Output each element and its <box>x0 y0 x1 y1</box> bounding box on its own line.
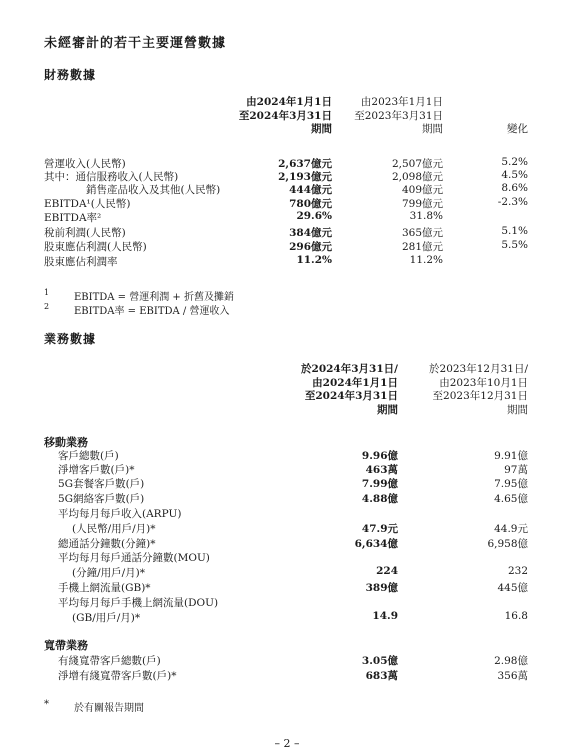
value-current: 683萬 <box>365 670 398 682</box>
table-row <box>44 521 544 535</box>
table-row <box>44 462 544 476</box>
table-row <box>44 506 544 520</box>
row-label: 手機上網流量(GB)* <box>58 582 151 594</box>
biz-col-2024-header <box>301 363 398 417</box>
value-previous: 2.98億 <box>494 655 528 667</box>
value-previous: 9.91億 <box>494 450 528 462</box>
fin-col2-line3: 期間 <box>422 123 443 135</box>
row-label: 5G套餐客戶數(戶) <box>58 478 145 490</box>
table-row <box>44 476 544 490</box>
row-label: 銷售產品收入及其他(人民幣) <box>86 184 221 196</box>
value-2024: 11.2% <box>296 254 332 266</box>
value-change: 5.2% <box>501 156 528 168</box>
table-row <box>44 491 544 505</box>
broadband-heading: 寬帶業務 <box>44 639 88 652</box>
value-change: 8.6% <box>501 182 528 194</box>
table-row <box>44 156 544 170</box>
note-mark: 2 <box>44 302 50 311</box>
row-label: (分鐘/用戶/月)* <box>72 567 146 579</box>
table-row <box>44 610 544 624</box>
value-2023: 365億元 <box>401 227 443 239</box>
table-row <box>44 169 544 183</box>
row-label: 其中：通信服務收入(人民幣) <box>44 171 179 183</box>
value-current: 9.96億 <box>361 450 398 462</box>
row-label: 客戶總數(戶) <box>58 450 119 462</box>
fin-col1-line2: 至2024年3月31日 <box>238 109 332 122</box>
biz-col1-line3: 至2024年3月31日 <box>304 390 398 402</box>
table-row <box>44 254 544 268</box>
row-label: EBITDA¹(人民幣) <box>44 198 131 210</box>
row-label: 平均每月每戶手機上網流量(DOU) <box>58 597 219 609</box>
biz-col1-line2: 由2024年1月1日 <box>312 376 398 389</box>
value-2024: 2,193億元 <box>278 171 332 183</box>
value-change: 5.1% <box>501 225 528 237</box>
value-previous: 16.8 <box>504 610 528 622</box>
row-label: (GB/用戶/月)* <box>72 612 141 624</box>
note-text: EBITDA率 = EBITDA / 營運收入 <box>74 306 230 317</box>
row-label: 平均每月每戶收入(ARPU) <box>58 508 182 520</box>
row-label: 淨增客戶數(戶)* <box>58 464 135 476</box>
business-footnote-text: 於有關報告期間 <box>74 703 144 714</box>
page-title: 未經審計的若干主要運營數據 <box>44 36 227 51</box>
value-current: 224 <box>376 565 398 577</box>
biz-col2-line2: 由2023年10月1日 <box>439 376 528 389</box>
business-heading: 業務數據 <box>44 332 97 346</box>
business-footnote-mark: * <box>44 699 49 710</box>
table-row <box>44 565 544 579</box>
value-previous: 6,958億 <box>487 538 528 550</box>
note-mark: 1 <box>44 288 50 297</box>
value-current: 6,634億 <box>354 538 398 550</box>
value-2024: 384億元 <box>289 227 332 239</box>
row-label: 營運收入(人民幣) <box>44 158 126 170</box>
fin-col1-line3: 期間 <box>311 123 332 135</box>
financial-heading: 財務數據 <box>44 68 97 82</box>
value-previous: 232 <box>507 565 528 577</box>
value-2023: 281億元 <box>401 241 443 253</box>
value-previous: 445億 <box>497 582 528 594</box>
biz-col2-line4: 期間 <box>507 403 528 416</box>
value-previous: 4.65億 <box>494 493 528 505</box>
fin-col1-line1: 由2024年1月1日 <box>246 96 332 108</box>
biz-col1-line4: 期間 <box>377 403 398 416</box>
table-row <box>44 239 544 253</box>
mobile-heading: 移動業務 <box>44 436 88 449</box>
value-2024: 444億元 <box>289 184 332 196</box>
value-2023: 409億元 <box>401 184 443 196</box>
table-row <box>44 225 544 239</box>
value-2023: 799億元 <box>401 198 443 210</box>
table-row <box>44 448 544 462</box>
row-label: 股東應佔利潤(人民幣) <box>44 241 147 253</box>
table-row <box>44 210 544 224</box>
value-current: 463萬 <box>365 464 398 476</box>
value-2023: 31.8% <box>409 210 443 222</box>
row-label: 平均每月每戶通話分鐘數(MOU) <box>58 552 210 564</box>
row-label: 稅前利潤(人民幣) <box>44 227 126 239</box>
value-2024: 29.6% <box>296 210 332 222</box>
biz-col2-line1: 於2023年12月31日/ <box>429 363 528 375</box>
row-label: 總通話分鐘數(分鐘)* <box>58 538 156 550</box>
table-row <box>44 653 544 667</box>
table-row <box>44 196 544 210</box>
fin-col2-line1: 由2023年1月1日 <box>360 96 443 108</box>
value-previous: 44.9元 <box>494 523 528 535</box>
value-change: -2.3% <box>497 196 528 208</box>
table-row <box>44 595 544 609</box>
value-current: 7.99億 <box>361 478 398 490</box>
row-label: (人民幣/用戶/月)* <box>72 523 156 535</box>
fin-col-2023-header <box>354 96 443 137</box>
value-2024: 2,637億元 <box>278 158 332 170</box>
row-label: 股東應佔利潤率 <box>44 256 118 268</box>
value-current: 47.9元 <box>361 523 398 535</box>
value-change: 5.5% <box>501 239 528 251</box>
table-row <box>44 550 544 564</box>
page-number: – 2 – <box>274 737 300 750</box>
value-2023: 11.2% <box>409 254 443 266</box>
biz-col2-line3: 至2023年12月31日 <box>432 390 528 402</box>
table-row <box>44 536 544 550</box>
fin-col2-line2: 至2023年3月31日 <box>354 109 443 122</box>
row-label: 有綫寬帶客戶總數(戶) <box>58 655 161 667</box>
value-2023: 2,098億元 <box>391 171 443 183</box>
value-current: 4.88億 <box>361 493 398 505</box>
row-label: 淨增有綫寬帶客戶數(戶)* <box>58 670 177 682</box>
value-change: 4.5% <box>501 169 528 181</box>
value-2024: 780億元 <box>289 198 332 210</box>
row-label: EBITDA率² <box>44 212 102 224</box>
value-previous: 7.95億 <box>494 478 528 490</box>
value-previous: 356萬 <box>497 670 528 682</box>
value-2024: 296億元 <box>289 241 332 253</box>
table-row <box>44 182 544 196</box>
table-row <box>44 668 544 682</box>
value-current: 389億 <box>365 582 398 594</box>
biz-col1-line1: 於2024年3月31日/ <box>301 363 398 375</box>
value-current: 3.05億 <box>361 655 398 667</box>
table-row <box>44 580 544 594</box>
row-label: 5G網絡客戶數(戶) <box>58 493 145 505</box>
fin-col-2024-header <box>239 96 332 137</box>
value-current: 14.9 <box>372 610 398 622</box>
biz-col-2023-header <box>429 363 528 417</box>
value-previous: 97萬 <box>504 464 528 476</box>
note-text: EBITDA = 營運利潤 + 折舊及攤銷 <box>74 292 234 303</box>
value-2023: 2,507億元 <box>391 158 443 170</box>
fin-col-change-header: 變化 <box>507 123 528 135</box>
